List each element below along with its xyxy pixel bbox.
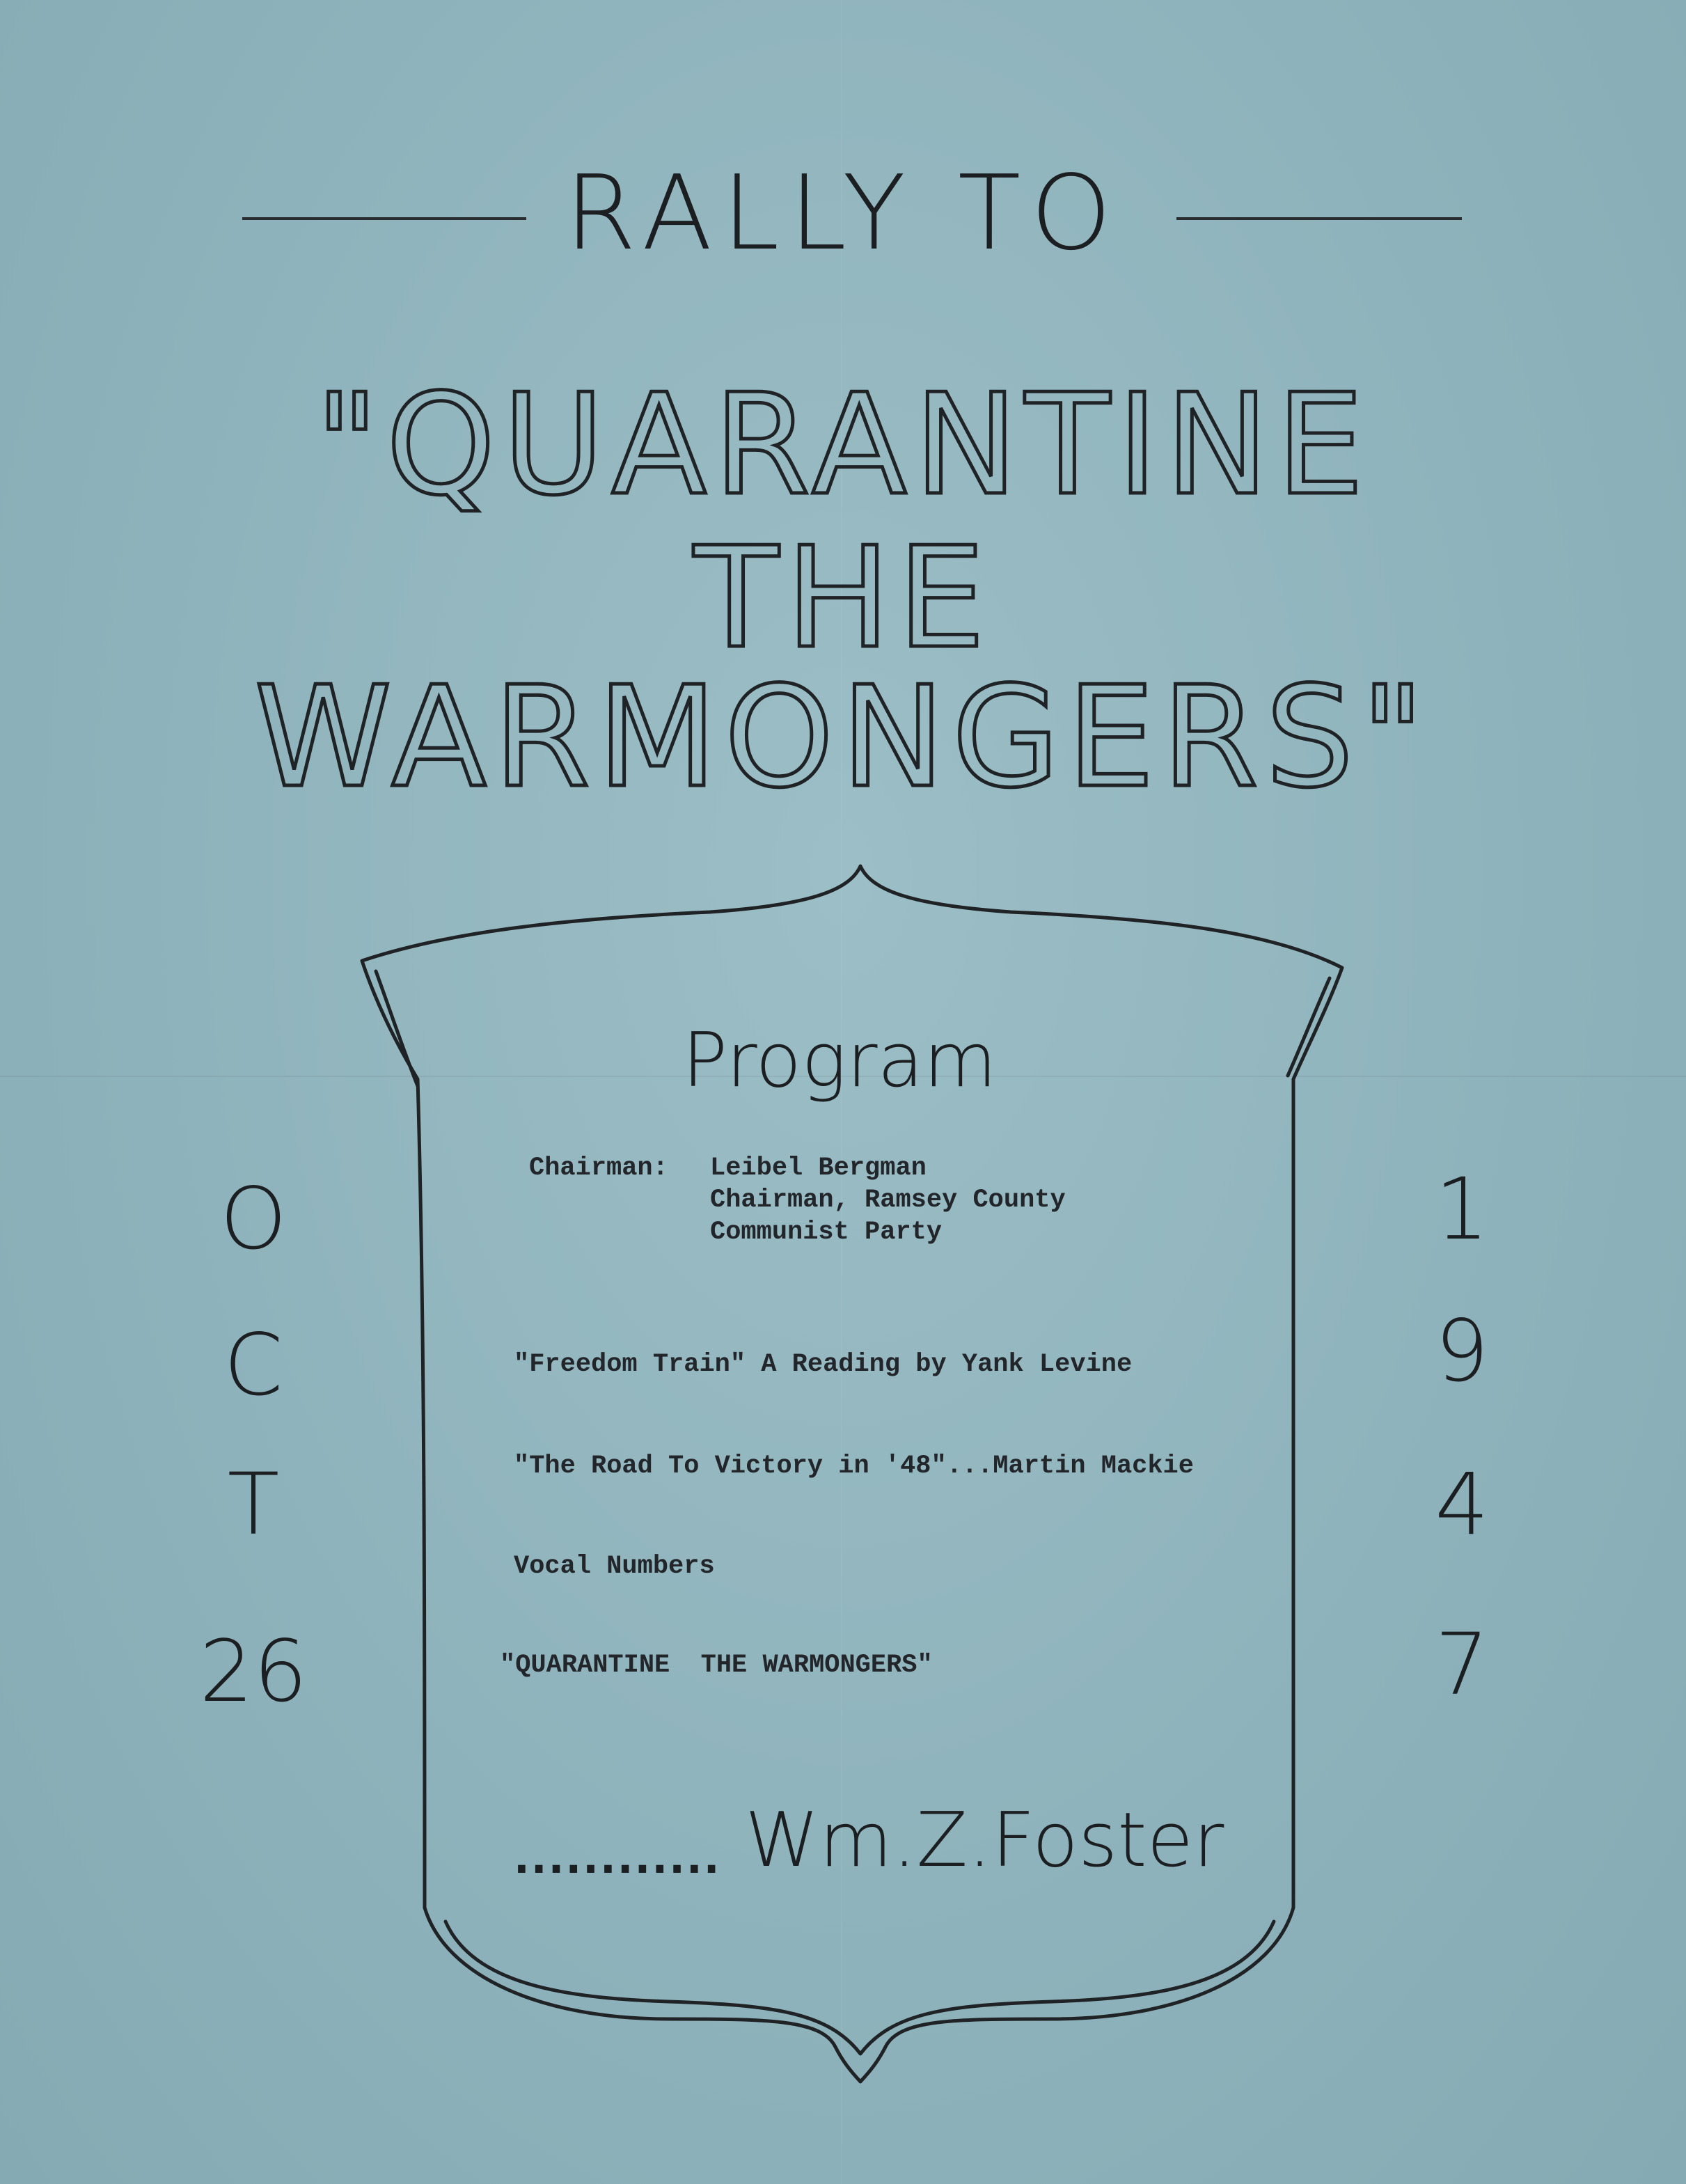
program-item-4: "QUARANTINE THE WARMONGERS"	[500, 1651, 933, 1680]
program-item-1: "Freedom Train" A Reading by Yank Levine	[514, 1350, 1133, 1379]
rally-to-heading: RALLY TO	[565, 153, 1121, 273]
month-letter-t: T	[227, 1455, 280, 1554]
year-digit-1: 1	[1435, 1160, 1489, 1259]
title-line-3: WARMONGERS"	[254, 657, 1432, 819]
year-digit-2: 9	[1435, 1302, 1489, 1401]
chairman-title-1: Chairman, Ramsey County	[710, 1186, 1066, 1215]
program-item-3: Vocal Numbers	[514, 1552, 715, 1581]
chairman-label: Chairman:	[529, 1154, 668, 1183]
month-letter-o: O	[219, 1170, 287, 1268]
chairman-name: Leibel Bergman	[710, 1154, 927, 1183]
year-digit-4: 7	[1435, 1615, 1489, 1714]
program-heading: Program	[682, 1017, 997, 1104]
chairman-title-2: Communist Party	[710, 1218, 943, 1247]
day-number: 26	[199, 1622, 308, 1721]
title-line-1: "QUARANTINE	[315, 364, 1371, 526]
month-letter-c: C	[223, 1316, 283, 1415]
speaker-leader-dots: ............	[514, 1835, 721, 1883]
speaker-name: Wm.Z.Foster	[745, 1797, 1224, 1884]
year-digit-3: 4	[1435, 1455, 1489, 1554]
program-item-2: "The Road To Victory in '48"...Martin Mackie	[514, 1452, 1194, 1481]
title-line-2: THE	[693, 517, 993, 679]
